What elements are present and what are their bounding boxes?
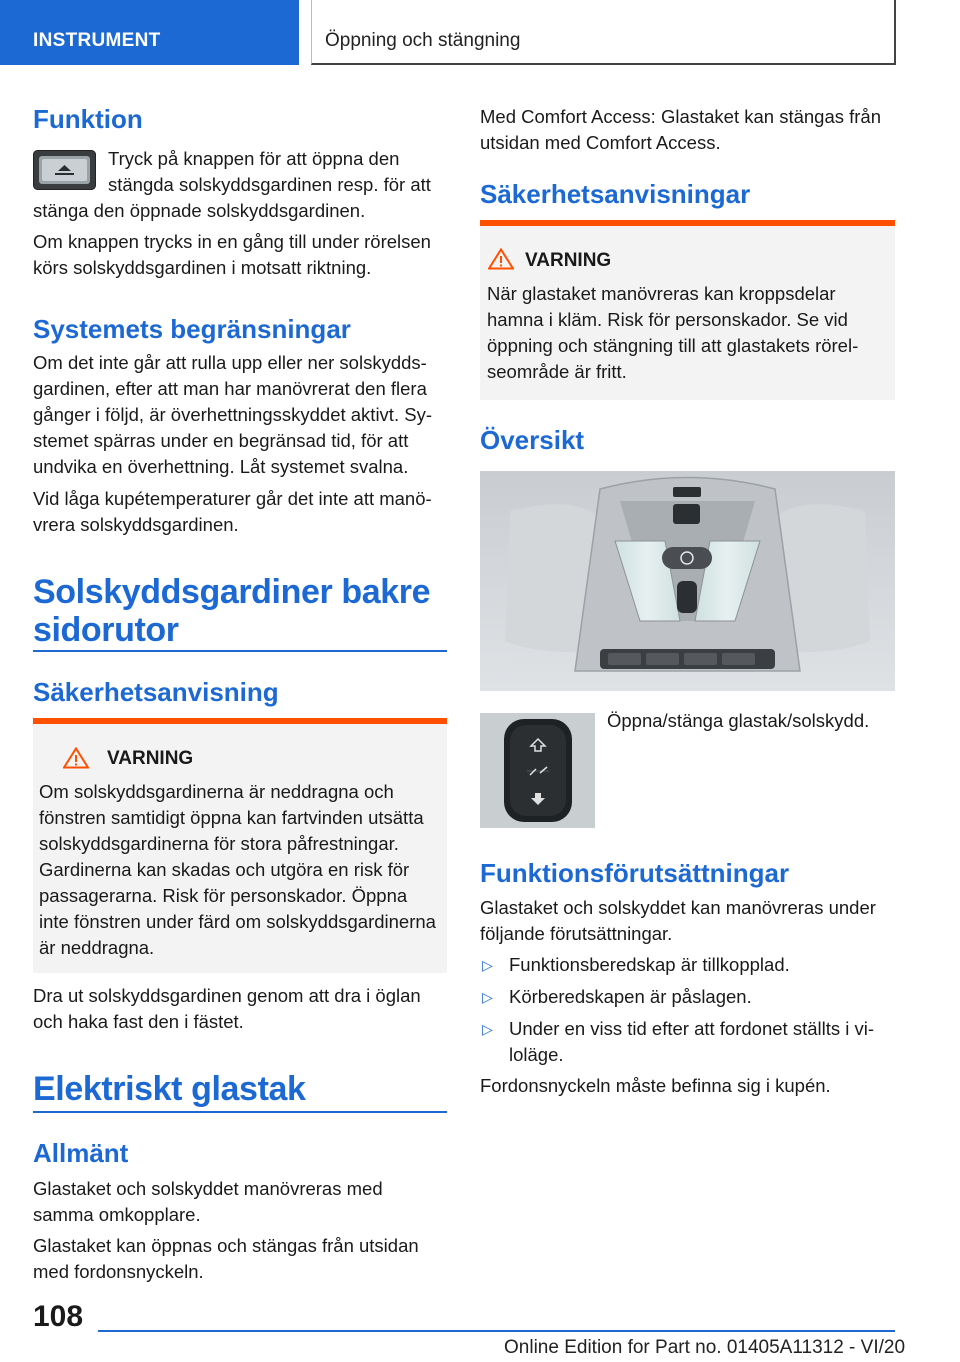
funktionsforutsattningar-heading: Funktionsförutsättningar <box>480 858 790 888</box>
comfort-access-paragraph: Med Comfort Access: Glastaket kan stängas från utsidan med Comfort Access. <box>480 106 882 153</box>
warning-triangle-icon <box>63 747 89 769</box>
systemets-heading: Systemets begränsningar <box>33 314 351 344</box>
sunblind-button-icon <box>33 150 96 190</box>
warning-text: Om solskyddsgardinerna är neddragna och fönstren samtidigt öppna kan fartvinden utsätta solskyddsgardinerna för stora påfrestningar. Gardinerna kan skadas och utgöra en risk för passagerarna. Risk för personskador. Öppna inte fönstren under färd om solskyddsgardinerna är neddragna. <box>39 781 436 958</box>
triangle-bullet-icon: ▷ <box>482 957 493 973</box>
allmant-heading: Allmänt <box>33 1138 129 1168</box>
warning-bar <box>480 220 895 226</box>
forutsattningar-intro: Glastaket och solskyddet kan manövreras under följande förutsättningar. <box>480 897 876 944</box>
section-divider <box>33 1111 447 1113</box>
warning-bar <box>33 718 447 724</box>
oversikt-heading: Översikt <box>480 425 585 455</box>
glastak-heading: Elektriskt glastak <box>33 1070 306 1108</box>
warning-text: När glastaket manövreras kan kroppsdelar hamna i kläm. Risk för personskador. Se vid öppning och stängning till att glastakets rörelseområde är fritt. <box>487 283 859 382</box>
overview-caption: Öppna/stänga glastak/solskydd. <box>607 710 870 731</box>
funktion-heading: Funktion <box>33 104 143 134</box>
chapter-header <box>311 0 896 65</box>
footer-divider <box>98 1330 895 1332</box>
solskydd-paragraph: Dra ut solskyddsgardinen genom att dra i öglan och haka fast den i fästet. <box>33 985 421 1032</box>
solskydd-heading: Solskyddsgardiner bakre sidorutor <box>33 573 431 649</box>
list-item: Körberedskapen är påslagen. <box>509 986 752 1007</box>
chapter-title: Öppning och stängning <box>325 30 521 51</box>
allmant-paragraph-2: Glastaket kan öppnas och stängas från utsidan med fordonsnyckeln. <box>33 1235 419 1282</box>
warning-title: VARNING <box>107 748 194 769</box>
systemets-paragraph-1: Om det inte går att rulla upp eller ner solskyddsgardinen, efter att man har manövrerat den flera gånger i följd, är överhettningsskyddet aktivt. Systemet spärras under en begränsad tid, för att undvika en överhettning. Låt systemet svalna. <box>33 352 432 477</box>
funktion-line-2: stängda solskyddsgardinen resp. för att <box>108 174 431 195</box>
section-title: INSTRUMENT <box>33 30 161 51</box>
list-item: Funktionsberedskap är tillkopplad. <box>509 954 790 975</box>
funktion-line-3: stänga den öppnade solskyddsgardinen. <box>33 200 366 221</box>
edition-text: Online Edition for Part no. 01405A11312 - VI/20 <box>504 1337 906 1358</box>
triangle-bullet-icon: ▷ <box>482 989 493 1005</box>
forutsattningar-outro: Fordonsnyckeln måste befinna sig i kupén. <box>480 1075 831 1096</box>
warning-triangle-icon <box>488 248 514 270</box>
warning-title: VARNING <box>525 250 612 271</box>
section-tab <box>0 0 299 65</box>
overhead-console-image <box>480 471 895 691</box>
section-divider <box>33 650 447 652</box>
roof-switch-image <box>480 713 595 828</box>
sakerhetsanvisningar-heading: Säkerhetsanvisningar <box>480 179 751 209</box>
page-number: 108 <box>33 1300 84 1333</box>
list-item: Under en viss tid efter att fordonet ställts i viloläge. <box>509 1018 875 1065</box>
sakerhetsanvisning-heading: Säkerhetsanvisning <box>33 677 279 707</box>
warning-box <box>480 220 895 400</box>
warning-box <box>33 718 447 973</box>
funktion-paragraph-2: Om knappen trycks in en gång till under rörelsen körs solskyddsgardinen i motsatt riktning. <box>33 231 431 278</box>
allmant-paragraph-1: Glastaket och solskyddet manövreras med samma omkopplare. <box>33 1178 383 1225</box>
systemets-paragraph-2: Vid låga kupétemperaturer går det inte att manövrera solskyddsgardinen. <box>33 488 432 535</box>
funktion-line-1: Tryck på knappen för att öppna den <box>108 148 400 169</box>
triangle-bullet-icon: ▷ <box>482 1021 493 1037</box>
